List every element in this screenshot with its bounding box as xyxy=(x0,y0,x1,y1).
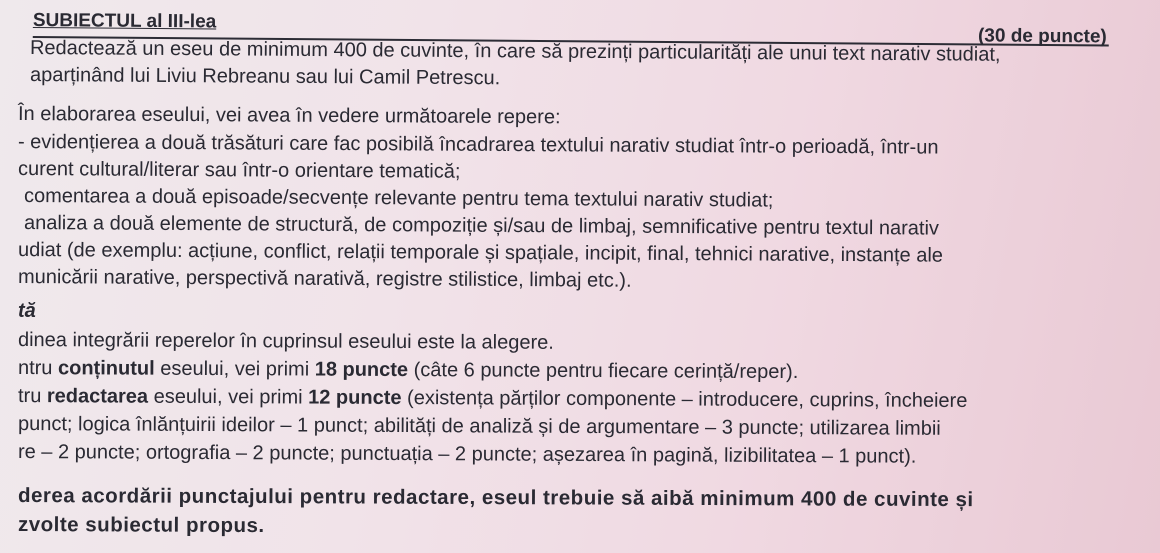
guideline-item-3-line-3: municării narative, perspectivă narativă, registre stilistice, limbaj etc.). xyxy=(17,266,632,292)
note-content-keyword: conținutul xyxy=(57,357,155,380)
task-line-2: aparținând lui Liviu Rebreanu sau lui Camil Petrescu. xyxy=(29,64,501,90)
note-label: tă xyxy=(18,300,36,322)
note-drafting-detail: (existența părților componente – introducere, cuprins, încheiere xyxy=(401,387,968,412)
task-line-1: Redactează un eseu de minimum 400 de cuvinte, în care să prezinți particularități ale unui text narativ studiat, xyxy=(29,37,1001,66)
guideline-item-1-line-1: - evidențierea a două trăsături care fac posibilă încadrarea textului narativ studiat într-o perioadă, într-un xyxy=(17,131,939,159)
note-content-points: 18 puncte xyxy=(314,358,409,382)
guideline-item-2: comentarea a două episoade/secvențe relevante pentru tema textului narativ studiat; xyxy=(23,185,774,212)
guideline-item-3-line-2: udiat (de exemplu: acțiune, conflict, relații temporale și spațiale, incipit, final, tehnici narative, instanțe ale xyxy=(17,239,943,267)
note-drafting-prefix: tru xyxy=(17,385,47,408)
note-drafting-text: eseului, vei primi xyxy=(148,385,309,409)
requirement-line-1: derea acordării punctajului pentru redactare, eseul trebuie să aibă minimum 400 de cuvinte și xyxy=(17,484,974,512)
subject-title: SUBIECTUL al III-lea xyxy=(32,9,217,33)
note-drafting-line-2: punct; logica înlănțuirii ideilor – 1 punct; abilități de analiză și de argumentare – 3 puncte; utilizarea limbii xyxy=(17,413,941,440)
subject-points: (30 de puncte) xyxy=(977,25,1107,48)
guideline-item-3-line-1: analiza a două elemente de structură, de compoziție și/sau de limbaj, semnificative pentru textul narativ xyxy=(23,212,939,240)
note-content-line xyxy=(18,357,798,384)
note-drafting-line-1 xyxy=(18,385,967,413)
guidelines-intro: În elaborarea eseului, vei avea în vedere următoarele repere: xyxy=(17,103,561,129)
note-order: dinea integrării reperelor în cuprinsul eseului este la alegere. xyxy=(17,329,554,354)
requirement-line-2: zvolte subiectul propus. xyxy=(17,513,265,538)
guideline-item-1-line-2: curent cultural/literar sau într-o orientare tematică; xyxy=(17,158,461,183)
note-drafting-keyword: redactarea xyxy=(46,385,149,408)
note-content-detail: (câte 6 puncte pentru fiecare cerință/reper). xyxy=(408,359,799,384)
note-drafting-points: 12 puncte xyxy=(308,386,402,410)
note-content-prefix: ntru xyxy=(17,357,59,380)
note-drafting-line-3: re – 2 puncte; ortografia – 2 puncte; punctuația – 2 puncte; așezarea în pagină, lizibilitatea – 1 punct). xyxy=(17,441,917,468)
note-content-text: eseului, vei primi xyxy=(154,357,315,381)
